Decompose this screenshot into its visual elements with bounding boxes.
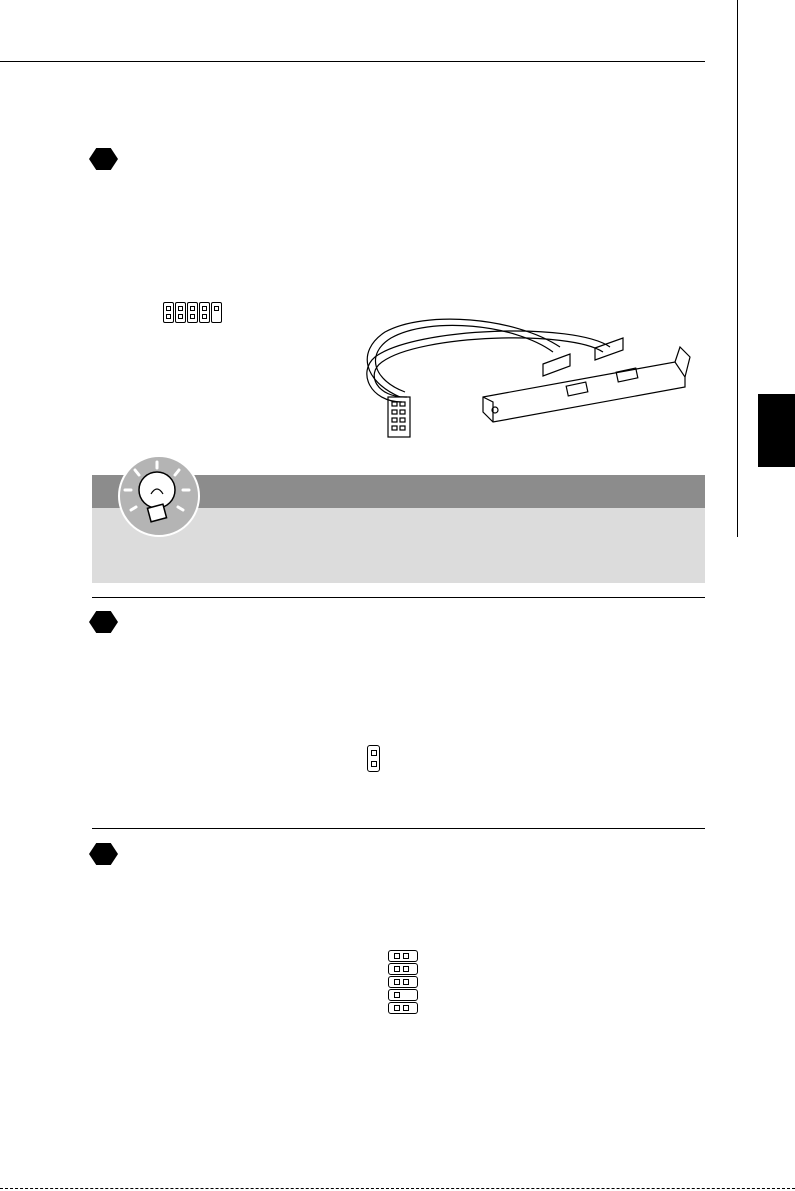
pin <box>403 1005 409 1011</box>
lightbulb-note-icon <box>113 450 205 542</box>
section-marker-2 <box>89 611 118 633</box>
pin <box>394 979 400 985</box>
pin-header-row <box>388 950 418 962</box>
section-rule-2 <box>92 597 705 598</box>
pin <box>178 306 183 311</box>
usb-header-pinout <box>163 302 223 323</box>
chapter-tab <box>758 394 795 467</box>
two-pin-jumper <box>367 745 380 772</box>
side-rule <box>737 0 738 537</box>
pin <box>178 314 183 319</box>
pin <box>403 953 409 959</box>
pin-pair <box>163 302 174 323</box>
pin-pair-single <box>211 302 222 323</box>
pin <box>394 966 400 972</box>
pin-header-row <box>388 963 418 975</box>
pin <box>371 750 377 756</box>
pin-pair <box>175 302 186 323</box>
pin-pair <box>187 302 198 323</box>
pin-pair <box>199 302 210 323</box>
pin <box>394 992 400 998</box>
pin <box>190 306 195 311</box>
pin <box>166 314 171 319</box>
pin <box>403 979 409 985</box>
pin <box>394 953 400 959</box>
pin-header-row <box>388 976 418 988</box>
pin <box>166 306 171 311</box>
section-marker-3 <box>89 843 118 865</box>
pin-header-row <box>388 1002 418 1014</box>
top-rule <box>0 61 705 62</box>
pin <box>371 761 377 767</box>
usb-bracket-cable-illustration <box>355 302 700 442</box>
pin-header-diagram <box>388 950 418 1015</box>
section-rule-3 <box>92 828 705 829</box>
pin <box>214 306 219 311</box>
pin <box>403 966 409 972</box>
pin <box>394 1005 400 1011</box>
pin <box>202 306 207 311</box>
bottom-dashed-rule <box>0 1188 795 1189</box>
pin-header-row <box>388 989 418 1001</box>
pin <box>202 314 207 319</box>
section-marker-1 <box>89 148 118 170</box>
pin <box>190 314 195 319</box>
